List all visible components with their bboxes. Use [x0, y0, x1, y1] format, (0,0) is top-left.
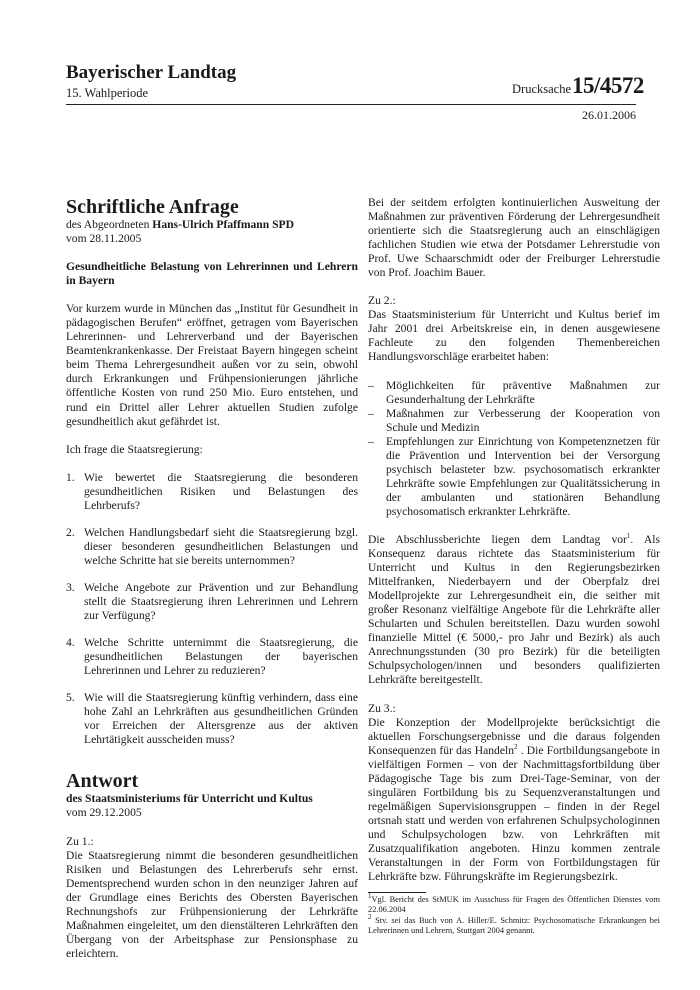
- zu1-text: Die Staatsregierung nimmt die besonderen gesundheitlichen Risiken und Belastungen des Lehrerberufs sehr ernst. Dementsprechend wurden schon in den neunziger Jahren auf der Grundlage eines Berichts des Obersten Bayerischen Rechnungshofs zur Frühpensionierung der Lehrkräfte Maßnahmen eingeleitet, um den dienstälteren Lehrkräften den Übergang von der Arbeitsphase zur Pensionsphase zu erleichtern.: [66, 848, 358, 960]
- footnote-text: Stv. sei das Buch von A. Hiller/E. Schmitz: Psychosomatische Erkrankungen bei Lehrerinnen und Lehrern, Stuttgart 2004 genannt.: [368, 915, 660, 935]
- question-item: [66, 691, 358, 747]
- footnote: [368, 912, 660, 936]
- zu3-label: Zu 3.:: [368, 701, 396, 715]
- anfrage-lead: Ich frage die Staatsregierung:: [66, 442, 203, 456]
- question-text: Wie bewertet die Staatsregierung die besonderen gesundheitlichen Risiken und Belastungen des Lehrberufs?: [84, 470, 358, 512]
- zu1-label: Zu 1.:: [66, 834, 94, 848]
- measure-item: [368, 435, 660, 519]
- question-text: Welche Schritte unternimmt die Staatsregierung, die gesundheitlichen Belastungen der bayerischen Lehrerinnen und Lehrer zu reduzieren?: [84, 636, 358, 678]
- footnote: [368, 892, 660, 915]
- measures-list: [368, 379, 660, 519]
- anfrage-byline: [66, 218, 358, 232]
- zu3-text: [368, 716, 660, 885]
- parliament-name: Bayerischer Landtag: [66, 62, 237, 83]
- measure-item: [368, 379, 660, 407]
- measure-text: Empfehlungen zur Einrichtung von Kompetenznetzen für die Prävention und Intervention bei der Versorgung psychisch belasteter bzw. psychosomatisch erkrankter Lehrkräfte sowie Empfehlungen zur Qualitätssicherung in der ambulanten und stationären Behandlung psychosomatisch erkrankter Lehrkräfte.: [386, 434, 660, 518]
- question-item: [66, 471, 358, 513]
- legislative-period: 15. Wahlperiode: [66, 86, 149, 100]
- zu2-followup: [368, 533, 660, 688]
- measure-item: [368, 407, 660, 435]
- footnote-ref-1: 1: [626, 532, 631, 541]
- measure-text: Möglichkeiten für präventive Maßnahmen zur Gesunderhaltung der Lehrkräfte: [386, 378, 660, 406]
- question-number: 5.: [66, 691, 75, 705]
- question-item: [66, 526, 358, 568]
- footnote-mark: 2: [368, 912, 372, 921]
- zu2-followup-start: Die Abschlussberichte liegen dem Landtag vor: [368, 532, 627, 546]
- question-text: Wie will die Staatsregierung künftig verhindern, dass eine hohe Zahl an Lehrkräften aus gesundheitlichen Gründen vor Erreichen der Altersgrenze aus der aktiven Lehrtätigkeit ausscheiden muss?: [84, 691, 358, 747]
- question-text: Welche Angebote zur Prävention und zur Behandlung stellt die Staatsregierung ihren Lehrerinnen und Lehrern zur Verfügung?: [84, 580, 358, 623]
- zu3-text-start: Die Konzeption der Modellprojekte berücksichtigt die aktuellen Forschungsergebnisse und die daraus folgenden Konsequenzen für das Handeln: [368, 715, 660, 757]
- zu2-followup-rest: . Als Konsequenz daraus richtete das Staatsministerium für Unterricht und Kultus in den Regierungsbezirken Mittelfranken, Niederbayern und der Oberpfalz drei Modellprojekte zur Lehrergesundheit ein, die seither mit großer Resonanz vielfältige Angebote für die Lehrkräfte aller Schularten und Schulen bereitstellen. Dazu wurden sowohl finanzielle Mittel (€ 5000,- pro Jahr und Bezirk) als auch Anrechnungsstunden (30 pro Bezirk) für die beteiligten Schulpsychologen/innen und besonders qualifizierten Lehrkräfte bereitgestellt.: [368, 532, 661, 687]
- measure-text: Maßnahmen zur Verbesserung der Kooperation von Schule und Medizin: [386, 406, 660, 434]
- footnote-mark: 1: [368, 892, 372, 901]
- question-text: Welchen Handlungsbedarf sieht die Staatsregierung bzgl. dieser besonderen gesundheitlichen Belastungen und welche Schritte hat sie bereits unternommen?: [84, 525, 358, 567]
- left-column: [66, 196, 358, 961]
- antwort-title: Antwort: [66, 770, 139, 793]
- footnote-divider: [368, 892, 426, 893]
- question-number: 3.: [66, 580, 75, 594]
- header-divider: [66, 104, 636, 105]
- footnote-ref-2: 2: [514, 742, 518, 751]
- anfrage-date: vom 28.11.2005: [66, 232, 142, 246]
- antwort-byline: des Staatsministeriums für Unterricht und Kultus: [66, 792, 313, 806]
- question-item: [66, 636, 358, 678]
- author-name: Hans-Ulrich Pfaffmann SPD: [152, 218, 294, 231]
- question-number: 2.: [66, 525, 75, 539]
- question-number: 4.: [66, 636, 75, 650]
- zu3-text-rest: . Die Fortbildungsangebote in vielfältigen Formen – von der Nachmittagsfortbildung über Pädagogische Tage bis zum Drei-Tage-Seminar, von der singulären Fortbildung bis zu Sequenzveranstaltungen und regelmäßigen Supervisionsgruppen – finden in der Regel ortsnah statt und werden von erfahrenen Schulpsychologinnen und Schulpsychologen bzw. von Lehrkräften mit Zusatzqualifikation angeboten. Hinzu kommen zentrale Veranstaltungen in der Form von Fortbildungstagen für Lehrkräfte bzw. Führungskräfte im Regierungsbezirk.: [368, 743, 660, 884]
- zu2-label: Zu 2.:: [368, 294, 396, 308]
- document-number: 15/4572: [572, 73, 644, 98]
- question-item: [66, 581, 358, 623]
- byline-prefix: des Abgeordneten: [66, 218, 150, 231]
- bullet-dash: –: [368, 434, 374, 448]
- zu1-continuation: Bei der seitdem erfolgten kontinuierlichen Ausweitung der Maßnahmen zur präventiven Förderung der Lehrergesundheit orientierte sich die Staatsregierung auch an einschlägigen fachlichen Studien wie etwa der Potsdamer Lehrerstudie von Prof. Uwe Schaarschmidt oder der Freiburger Lehrerstudie von Prof. Joachim Bauer.: [368, 196, 660, 280]
- question-list: [66, 471, 358, 748]
- question-number: 1.: [66, 470, 75, 484]
- zu2-text: Das Staatsministerium für Unterricht und Kultus berief im Jahr 2001 drei Arbeitskreise ein, in denen ausgewiesene Fachleute zu den folgenden Themenbereichen Handlungsvorschläge erarbeitet haben:: [368, 308, 660, 364]
- bullet-dash: –: [368, 406, 374, 420]
- anfrage-intro: Vor kurzem wurde in München das „Institut für Gesundheit in pädagogischen Berufen“ eröffnet, getragen vom Bayerischen Lehrerinnen- und Lehrerverband und der Bayerischen Beamtenkrankenkasse. Der Freistaat Bayern hingegen scheint beim Thema Lehrergesundheit außen vor zu sein, obwohl durch Erkrankungen und Frühpensionierungen jährliche öffentliche Kosten von rund 250 Mio. Euro entstehen, und rund ein Drittel aller Lehrer aktuellen Studien zufolge gesundheitlich akut gefährdet ist.: [66, 302, 358, 428]
- antwort-date: vom 29.12.2005: [66, 806, 142, 820]
- bullet-dash: –: [368, 378, 374, 392]
- drucksache-label: Drucksache: [512, 82, 571, 96]
- anfrage-topic: Gesundheitliche Belastung von Lehrerinnen und Lehrern in Bayern: [66, 260, 358, 288]
- document-date: 26.01.2006: [582, 108, 636, 122]
- right-column: [368, 196, 660, 936]
- footnote-text: Vgl. Bericht des StMUK im Ausschuss für Fragen des Öffentlichen Dienstes vom 22.06.2004: [368, 895, 660, 915]
- anfrage-title: Schriftliche Anfrage: [66, 196, 239, 218]
